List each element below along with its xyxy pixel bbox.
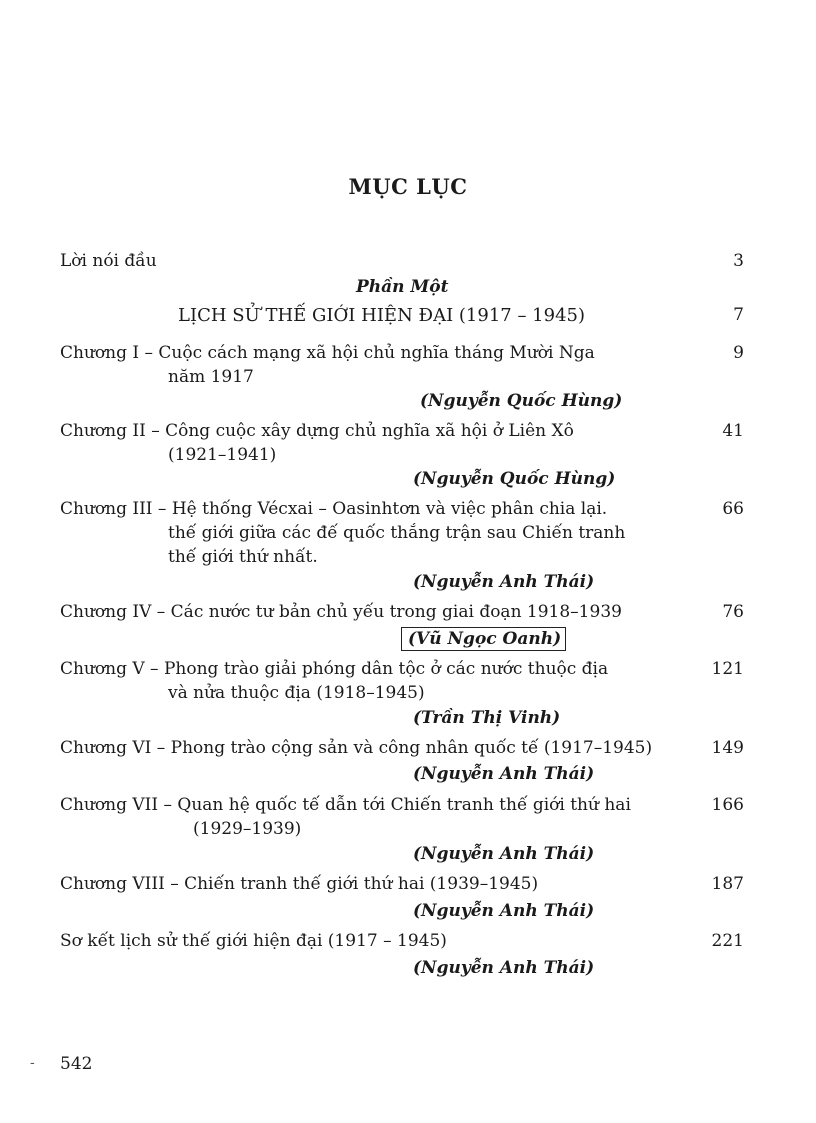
chapter-title-line-1: Chương VIII – Chiến tranh thế giới thứ hai (1939–1945) <box>60 874 539 894</box>
toc-row-intro <box>60 249 744 273</box>
toc-page-number: 166 <box>711 795 744 815</box>
chapter-title-line-1: Chương II – Công cuộc xây dựng chủ nghĩa xã hội ở Liên Xô <box>60 421 574 441</box>
toc-page-number: 41 <box>722 421 744 441</box>
chapter-title-line-2: (1929–1939) <box>193 819 302 839</box>
toc-page-number: 121 <box>711 659 744 679</box>
toc-row-chapter-2 <box>60 419 744 467</box>
part-label: Phần Một <box>356 277 449 297</box>
toc-row-chapter-5 <box>60 657 744 705</box>
part-page-number: 7 <box>733 305 744 325</box>
chapter-author: (Trần Thị Vinh) <box>413 708 561 728</box>
footer-page-number: 542 <box>60 1054 93 1074</box>
toc-page-number: 3 <box>733 251 744 271</box>
toc-row-chapter-4 <box>60 600 744 624</box>
summary-title: Sơ kết lịch sử thế giới hiện đại (1917 – 1945) <box>60 931 447 951</box>
toc-row-chapter-7 <box>60 793 744 841</box>
page-title: MỤC LỤC <box>348 174 468 199</box>
chapter-title-line-1: Chương III – Hệ thống Vécxai – Oasinhtơn và việc phân chia lại. <box>60 499 608 519</box>
chapter-author: (Nguyễn Anh Thái) <box>413 572 595 592</box>
chapter-author: (Nguyễn Quốc Hùng) <box>420 391 623 411</box>
toc-page-number: 187 <box>711 874 744 894</box>
chapter-title-line-1: Chương VI – Phong trào cộng sản và công nhân quốc tế (1917–1945) <box>60 738 653 758</box>
toc-page-number: 221 <box>711 931 744 951</box>
chapter-title-line-2: thế giới giữa các đế quốc thắng trận sau Chiến tranh <box>168 523 626 543</box>
toc-page-number: 76 <box>722 602 744 622</box>
chapter-author: (Nguyễn Anh Thái) <box>413 901 595 921</box>
part-title: LỊCH SỬ THẾ GIỚI HIỆN ĐẠI (1917 – 1945) <box>178 305 586 326</box>
chapter-title-line-1: Chương V – Phong trào giải phóng dân tộc ở các nước thuộc địa <box>60 659 609 679</box>
chapter-title-line-2: và nửa thuộc địa (1918–1945) <box>168 683 425 703</box>
chapter-author: (Nguyễn Anh Thái) <box>413 764 595 784</box>
chapter-title-line-1: Chương VII – Quan hệ quốc tế dẫn tới Chiến tranh thế giới thứ hai <box>60 795 631 815</box>
chapter-author: (Nguyễn Anh Thái) <box>413 844 595 864</box>
chapter-title-line-1: Chương IV – Các nước tư bản chủ yếu trong giai đoạn 1918–1939 <box>60 602 622 622</box>
toc-row-chapter-8 <box>60 872 744 896</box>
toc-row-chapter-1 <box>60 341 744 389</box>
toc-row-chapter-6 <box>60 736 744 760</box>
toc-row-summary <box>60 929 744 953</box>
toc-row-chapter-3 <box>60 497 744 569</box>
summary-author: (Nguyễn Anh Thái) <box>413 958 595 978</box>
chapter-title-line-2: (1921–1941) <box>168 445 277 465</box>
chapter-author: (Vũ Ngọc Oanh) <box>401 627 566 651</box>
chapter-title-line-2: năm 1917 <box>168 367 254 387</box>
toc-page-number: 66 <box>722 499 744 519</box>
chapter-title-line-1: Chương I – Cuộc cách mạng xã hội chủ nghĩa tháng Mười Nga <box>60 343 595 363</box>
toc-page-number: 9 <box>733 343 744 363</box>
toc-page-number: 149 <box>711 738 744 758</box>
chapter-title-line-3: thế giới thứ nhất. <box>168 547 318 567</box>
margin-mark: - <box>30 1055 35 1071</box>
chapter-author: (Nguyễn Quốc Hùng) <box>413 469 616 489</box>
toc-entry-label: Lời nói đầu <box>60 251 157 271</box>
